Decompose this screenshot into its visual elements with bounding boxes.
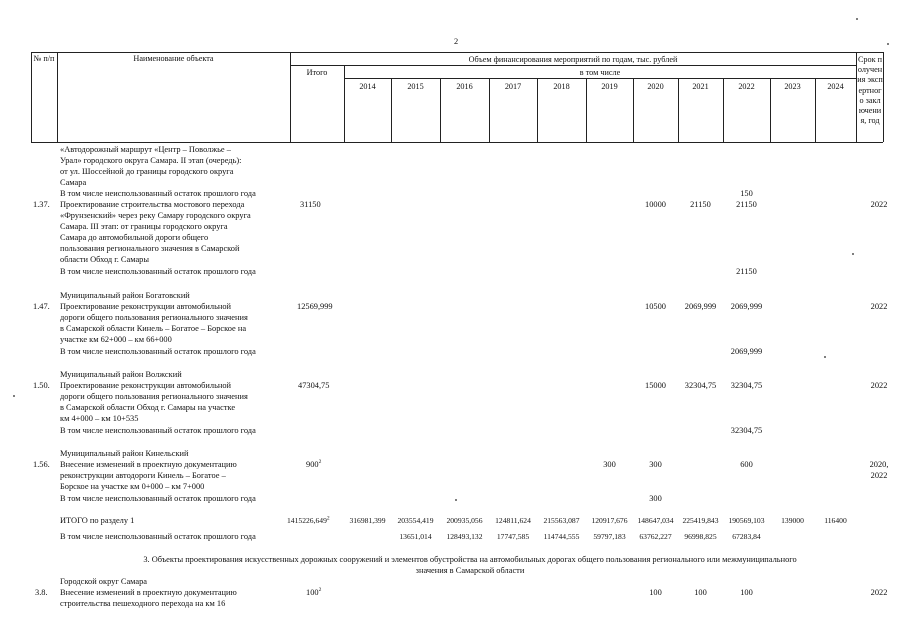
cell-deadline: 2022 [870, 471, 888, 480]
row-title-line: реконструкции автодороги Кинель – Богатое – [60, 471, 226, 480]
year-header: 2015 [407, 82, 424, 91]
row-title-line: «Фрунзенский» через реку Самару городского округа [60, 211, 251, 220]
year-header: 2019 [601, 82, 618, 91]
cell-2022: 100 [740, 588, 753, 597]
cell-2022-rest: 2069,999 [730, 347, 763, 356]
footnote-mark: 2 [318, 587, 322, 594]
year-header: 2023 [784, 82, 801, 91]
cell-2022: 2069,999 [730, 302, 763, 311]
cell-2021-rest: 96998,825 [684, 532, 717, 541]
cell-2016-rest: 128493,132 [446, 532, 483, 541]
row-title-line: Проектирование реконструкции автомобильной [60, 381, 232, 390]
row-title-line: Проектирование строительства мостового перехода [60, 200, 245, 209]
cell-2020: 10500 [645, 302, 666, 311]
cell-2023: 139000 [781, 516, 804, 525]
row-title-line: В том числе неиспользованный остаток прошлого года [60, 426, 256, 435]
row-title-line: Внесение изменений в проектную документацию [60, 588, 237, 597]
cell-2016: 200935,056 [446, 516, 483, 525]
page-number: 2 [454, 37, 459, 46]
cell-2021: 21150 [690, 200, 711, 209]
row-title-line: Муниципальный район Кинельский [60, 449, 189, 458]
cell-total-value: 100 [306, 588, 319, 597]
cell-2022-rest: 21150 [736, 267, 757, 276]
cell-deadline: 2022 [870, 200, 888, 209]
cell-total-value: 1415226,649 [287, 516, 327, 525]
row-title-line: участке км 62+000 – км 66+000 [60, 335, 172, 344]
footnote-mark: 2 [318, 459, 322, 466]
year-header: 2018 [553, 82, 570, 91]
row-number: 1.56. [33, 460, 50, 469]
total-rest-label: В том числе неиспользованный остаток прошлого года [60, 532, 256, 541]
footnote-mark: 2 [326, 515, 330, 522]
cell-2020: 15000 [645, 381, 666, 390]
year-header: 2021 [692, 82, 709, 91]
scan-speck [13, 395, 15, 397]
row-title-line: «Автодорожный маршрут «Центр – Поволжье – [60, 145, 231, 154]
row-title-line: в Самарской области Обход г. Самары на участке [60, 403, 236, 412]
cell-2017: 124811,624 [495, 516, 531, 525]
row-title-line: области Обход г. Самары [60, 255, 150, 264]
col-including-header: в том числе [579, 68, 621, 77]
col-deadline-header: Срок получения экспертного заключения, год [857, 55, 883, 126]
cell-2015-rest: 13651,014 [399, 532, 432, 541]
row-title-line: В том числе неиспользованный остаток прошлого года [60, 347, 256, 356]
cell-2022: 150 [740, 189, 753, 198]
scan-speck [887, 43, 889, 45]
year-header: 2014 [359, 82, 376, 91]
scan-speck [856, 18, 858, 20]
row-title-line: Урал» городского округа Самара. II этап (очередь): [60, 156, 242, 165]
cell-2020-rest: 63762,227 [639, 532, 672, 541]
cell-2019: 120917,676 [591, 516, 628, 525]
row-number: 1.37. [33, 200, 50, 209]
row-title-line: дороги общего пользования регионального значения [60, 313, 248, 322]
cell-2022: 600 [740, 460, 753, 469]
year-header: 2017 [504, 82, 522, 91]
cell-2018: 215563,087 [543, 516, 580, 525]
row-title-line: дороги общего пользования регионального значения [60, 392, 248, 401]
row-title-line: Борское на участке км 0+000 – км 7+000 [60, 482, 205, 491]
cell-2022-rest: 32304,75 [730, 426, 763, 435]
col-name-header: Наименование объекта [133, 54, 214, 63]
row-title-line: в Самарской области Кинель – Богатое – Борское на [60, 324, 247, 333]
cell-total: 47304,75 [298, 381, 330, 390]
row-title-line: Муниципальный район Волжский [60, 370, 182, 379]
row-title-line: пользования регионального значения в Самарской [60, 244, 240, 253]
row-title-line: Самара до автомобильной дороги общего [60, 233, 209, 242]
cell-total: 12569,999 [297, 302, 333, 311]
row-title-line: Внесение изменений в проектную документацию [60, 460, 237, 469]
col-funding-header: Объем финансирования мероприятий по годам, тыс. рублей [468, 55, 678, 64]
cell-2021: 225419,843 [682, 516, 719, 525]
cell-total: 31150 [300, 200, 321, 209]
cell-2021: 32304,75 [684, 381, 717, 390]
cell-2017-rest: 17747,585 [496, 532, 530, 541]
cell-deadline: 2022 [870, 302, 888, 311]
scan-speck [455, 499, 457, 501]
col-number-header: № п/п [33, 54, 55, 63]
cell-2020: 148647,034 [637, 516, 674, 525]
cell-2015: 203554,419 [397, 516, 434, 525]
row-title-line: Самара [60, 178, 87, 187]
row-title-line: В том числе неиспользованный остаток прошлого года [60, 494, 256, 503]
cell-2020: 100 [649, 588, 662, 597]
year-header: 2024 [827, 82, 844, 91]
cell-deadline: 2020, [869, 460, 889, 469]
cell-total [306, 460, 321, 470]
cell-total-value: 900 [306, 460, 319, 469]
cell-2020: 300 [649, 460, 662, 469]
cell-2019: 300 [603, 460, 616, 469]
col-total-header: Итого [306, 68, 328, 77]
row-number: 1.47. [33, 302, 50, 311]
row-number: 1.50. [33, 381, 50, 390]
row-title-line: В том числе неиспользованный остаток прошлого года [60, 189, 256, 198]
cell-2022: 32304,75 [730, 381, 763, 390]
cell-2022: 190569,103 [728, 516, 765, 525]
year-header: 2022 [738, 82, 755, 91]
cell-2014: 316981,399 [349, 516, 386, 525]
cell-2021: 2069,999 [684, 302, 717, 311]
row-title-line: Муниципальный район Богатовский [60, 291, 190, 300]
cell-2020-rest: 300 [649, 494, 662, 503]
row-title-line: Городской округ Самара [60, 577, 148, 586]
cell-deadline: 2022 [870, 381, 888, 390]
cell-2018-rest: 114744,555 [543, 532, 580, 541]
scan-speck [824, 356, 826, 358]
cell-2022-rest: 67283,84 [732, 532, 761, 541]
section-heading: значения в Самарской области [415, 566, 525, 575]
row-title-line: от ул. Шоссейной до границы городского округа [60, 167, 234, 176]
cell-2021: 100 [694, 588, 707, 597]
year-header: 2020 [647, 82, 664, 91]
scan-speck [852, 253, 854, 255]
cell-deadline: 2022 [870, 588, 888, 597]
cell-2022: 21150 [736, 200, 757, 209]
section-heading: 3. Объекты проектирования искусственных дорожных сооружений и элементов обустройства на автомобильных дорогах общего пользования регионального или межмуниципального [143, 555, 797, 564]
year-header: 2016 [456, 82, 473, 91]
cell-2024: 116400 [824, 516, 847, 525]
cell-total [287, 516, 330, 526]
total-label: ИТОГО по разделу 1 [60, 516, 135, 525]
cell-total [306, 588, 321, 598]
row-title-line: км 4+000 – км 10+535 [60, 414, 139, 423]
cell-2019-rest: 59797,183 [593, 532, 626, 541]
cell-2020: 10000 [645, 200, 666, 209]
row-title-line: строительства пешеходного перехода на км 16 [60, 599, 226, 608]
row-title-line: Проектирование реконструкции автомобильной [60, 302, 232, 311]
row-title-line: Самара. III этап: от границы городского округа [60, 222, 228, 231]
row-number: 3.8. [35, 588, 48, 597]
row-title-line: В том числе неиспользованный остаток прошлого года [60, 267, 256, 276]
